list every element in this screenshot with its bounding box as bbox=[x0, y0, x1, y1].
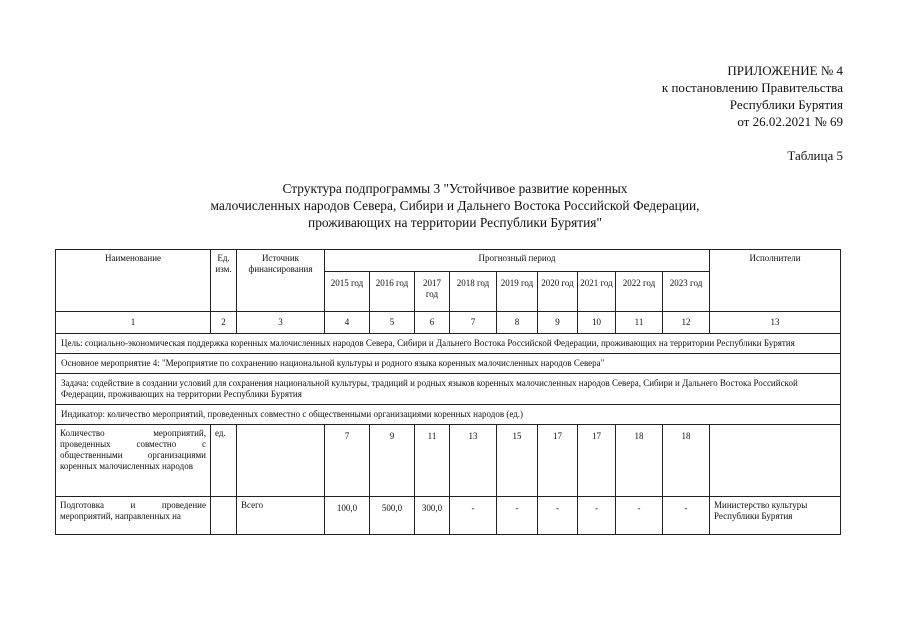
row-value: 500,0 bbox=[370, 497, 415, 535]
row-name: Подготовка и проведение мероприятий, направленных на bbox=[56, 497, 211, 535]
header-year: 2016 год bbox=[370, 272, 415, 312]
header-year: 2017 год bbox=[415, 272, 450, 312]
column-number: 10 bbox=[578, 312, 616, 334]
row-executor: Министерство культуры Республики Бурятия bbox=[710, 497, 841, 535]
column-number: 13 bbox=[710, 312, 841, 334]
column-number: 8 bbox=[497, 312, 538, 334]
row-unit: ед. bbox=[211, 425, 237, 497]
header-year: 2022 год bbox=[616, 272, 663, 312]
row-value: 7 bbox=[325, 425, 370, 497]
header-source: Источник финансирования bbox=[237, 250, 325, 312]
row-value: 13 bbox=[450, 425, 497, 497]
row-value: 18 bbox=[616, 425, 663, 497]
table-row bbox=[56, 497, 841, 535]
row-source bbox=[237, 425, 325, 497]
header-year: 2018 год bbox=[450, 272, 497, 312]
column-number: 6 bbox=[415, 312, 450, 334]
row-value: - bbox=[663, 497, 710, 535]
column-number: 2 bbox=[211, 312, 237, 334]
column-number: 5 bbox=[370, 312, 415, 334]
column-number: 4 bbox=[325, 312, 370, 334]
column-number: 9 bbox=[538, 312, 578, 334]
row-name: Количество мероприятий, проведенных совместно с общественными организациями коренных малочисленных народов bbox=[56, 425, 211, 497]
main-event-row: Основное мероприятие 4: "Мероприятие по сохранению национальной культуры и родного языка коренных малочисленных народов Севера" bbox=[56, 354, 841, 374]
row-value: - bbox=[450, 497, 497, 535]
table-row bbox=[56, 425, 841, 497]
row-value: - bbox=[616, 497, 663, 535]
header-unit: Ед. изм. bbox=[211, 250, 237, 312]
appendix-line-3: Республики Бурятия bbox=[729, 97, 843, 112]
appendix-line-2: к постановлению Правительства bbox=[661, 80, 843, 95]
subprogram-structure-table bbox=[55, 249, 841, 535]
goal-row: Цель: социально-экономическая поддержка коренных малочисленных народов Севера, Сибири и Дальнего Востока Российской Федерации, проживающих на территории Республики Бурятия bbox=[56, 334, 841, 354]
column-number: 11 bbox=[616, 312, 663, 334]
column-number: 3 bbox=[237, 312, 325, 334]
row-value: 9 bbox=[370, 425, 415, 497]
row-executor bbox=[710, 425, 841, 497]
table-number-label: Таблица 5 bbox=[787, 148, 843, 163]
header-year: 2023 год bbox=[663, 272, 710, 312]
row-value: 18 bbox=[663, 425, 710, 497]
row-value: - bbox=[538, 497, 578, 535]
row-value: 11 bbox=[415, 425, 450, 497]
header-year: 2021 год bbox=[578, 272, 616, 312]
row-value: - bbox=[497, 497, 538, 535]
indicator-row: Индикатор: количество мероприятий, проведенных совместно с общественными организациями коренных народов (ед.) bbox=[56, 405, 841, 425]
title-line-1: Структура подпрограммы 3 "Устойчивое развитие коренных bbox=[282, 181, 628, 196]
header-forecast-period: Прогнозный период bbox=[325, 250, 710, 272]
row-value: 17 bbox=[578, 425, 616, 497]
appendix-header bbox=[662, 62, 843, 130]
task-row: Задача: содействие в создании условий для сохранения национальной культуры, традиций и родных языков коренных малочисленных народов Севера, Сибири и Дальнего Востока Российской Федерации, проживающих на территории Республики Бурятия bbox=[56, 374, 841, 405]
row-value: 100,0 bbox=[325, 497, 370, 535]
appendix-line-1: ПРИЛОЖЕНИЕ № 4 bbox=[727, 63, 843, 78]
column-number: 1 bbox=[56, 312, 211, 334]
row-source: Всего bbox=[237, 497, 325, 535]
row-unit bbox=[211, 497, 237, 535]
header-executors: Исполнители bbox=[710, 250, 841, 312]
column-number: 12 bbox=[663, 312, 710, 334]
appendix-line-4: от 26.02.2021 № 69 bbox=[737, 114, 843, 129]
header-year: 2015 год bbox=[325, 272, 370, 312]
document-title bbox=[150, 180, 760, 231]
row-value: 300,0 bbox=[415, 497, 450, 535]
header-year: 2020 год bbox=[538, 272, 578, 312]
row-value: - bbox=[578, 497, 616, 535]
title-line-3: проживающих на территории Республики Бурятия" bbox=[308, 215, 602, 230]
row-value: 15 bbox=[497, 425, 538, 497]
header-year: 2019 год bbox=[497, 272, 538, 312]
header-name: Наименование bbox=[56, 250, 211, 312]
row-value: 17 bbox=[538, 425, 578, 497]
column-number: 7 bbox=[450, 312, 497, 334]
title-line-2: малочисленных народов Севера, Сибири и Дальнего Востока Российской Федерации, bbox=[210, 198, 700, 213]
